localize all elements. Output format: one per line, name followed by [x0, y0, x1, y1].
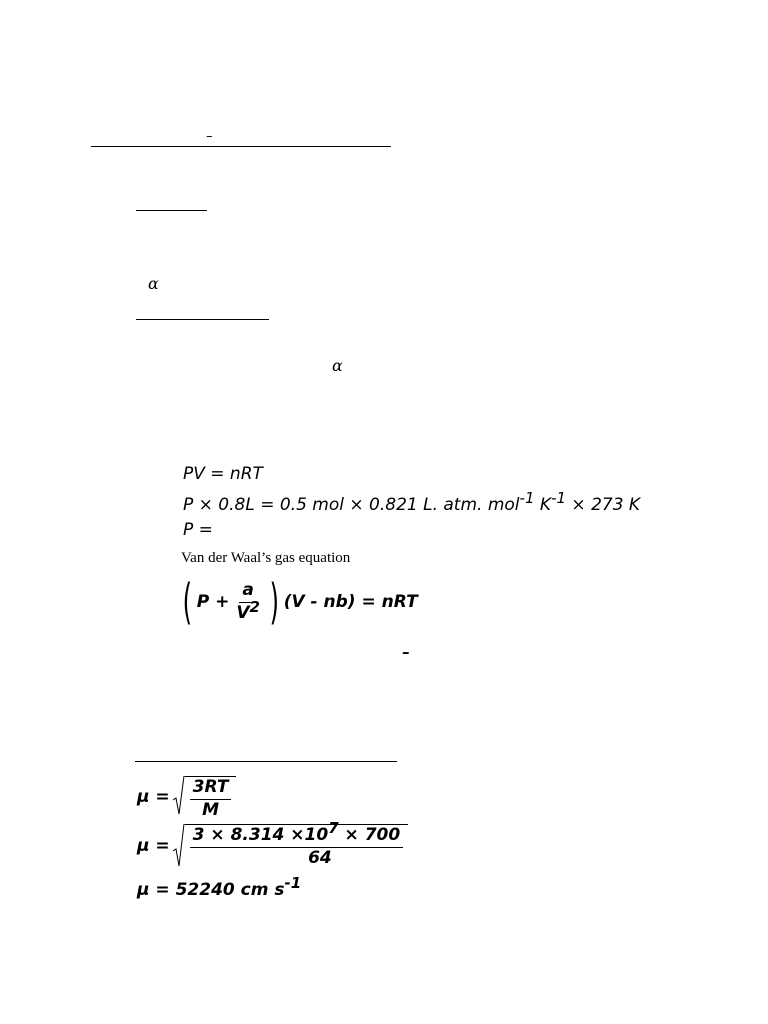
eq-rms-substituted: [137, 819, 408, 868]
heading-underline-2: [136, 210, 207, 211]
eq-ideal-gas-substituted: [183, 489, 641, 515]
eq-pressure-result: P =: [183, 520, 213, 540]
vdw-middle: (V - nb) = nRT: [283, 591, 418, 612]
heading-dash-2: –: [402, 643, 410, 661]
eq-van-der-waals: [178, 574, 418, 630]
rms-eq1-lhs: μ =: [137, 787, 170, 808]
alpha-symbol-1: α: [148, 274, 159, 293]
sqrt-icon: [173, 776, 185, 820]
vdw-paren-open: (: [182, 574, 193, 630]
vdw-fraction: [233, 579, 263, 623]
rms-eq1-sqrt: [173, 776, 237, 820]
sqrt-icon: [173, 824, 185, 868]
heading-underline-4: [135, 761, 397, 762]
eq-ideal-gas: PV = nRT: [183, 464, 263, 484]
heading-underline-1: [91, 146, 391, 147]
rms-eq2-sqrt: [173, 819, 409, 868]
eq-line2-end: × 273 K: [566, 495, 641, 515]
rms-eq2-den: 64: [308, 848, 332, 868]
rms-eq1-den: M: [202, 799, 220, 820]
vdw-caption: Van der Waal’s gas equation: [181, 550, 351, 566]
eq-rms-formula: [137, 776, 236, 820]
vdw-paren-close: ): [269, 574, 280, 630]
eq-rms-result: [137, 874, 302, 900]
vdw-frac-num: a: [239, 582, 256, 603]
alpha-symbol-2: α: [332, 356, 343, 375]
eq-line2-main: P × 0.8L = 0.5 mol × 0.821 L. atm. mol: [183, 495, 520, 515]
rms-eq3-sup: -1: [284, 874, 302, 892]
rms-eq2-lhs: μ =: [137, 835, 170, 856]
vdw-p-plus: P +: [196, 591, 230, 612]
rms-eq1-num: 3RT: [190, 779, 232, 800]
heading-underline-3: [136, 319, 269, 320]
eq-line2-sup1: -1: [519, 489, 535, 507]
rms-eq2-num: $3 \times 8.314 \times 10^7 \times 700$: [190, 827, 404, 848]
vdw-frac-den: $V^2$: [236, 597, 260, 623]
eq-line2-mid: K: [534, 495, 552, 515]
rms-eq3-main: μ = 52240 cm s: [137, 880, 285, 900]
eq-line2-sup2: -1: [551, 489, 567, 507]
heading-dash-1: –: [206, 129, 213, 144]
